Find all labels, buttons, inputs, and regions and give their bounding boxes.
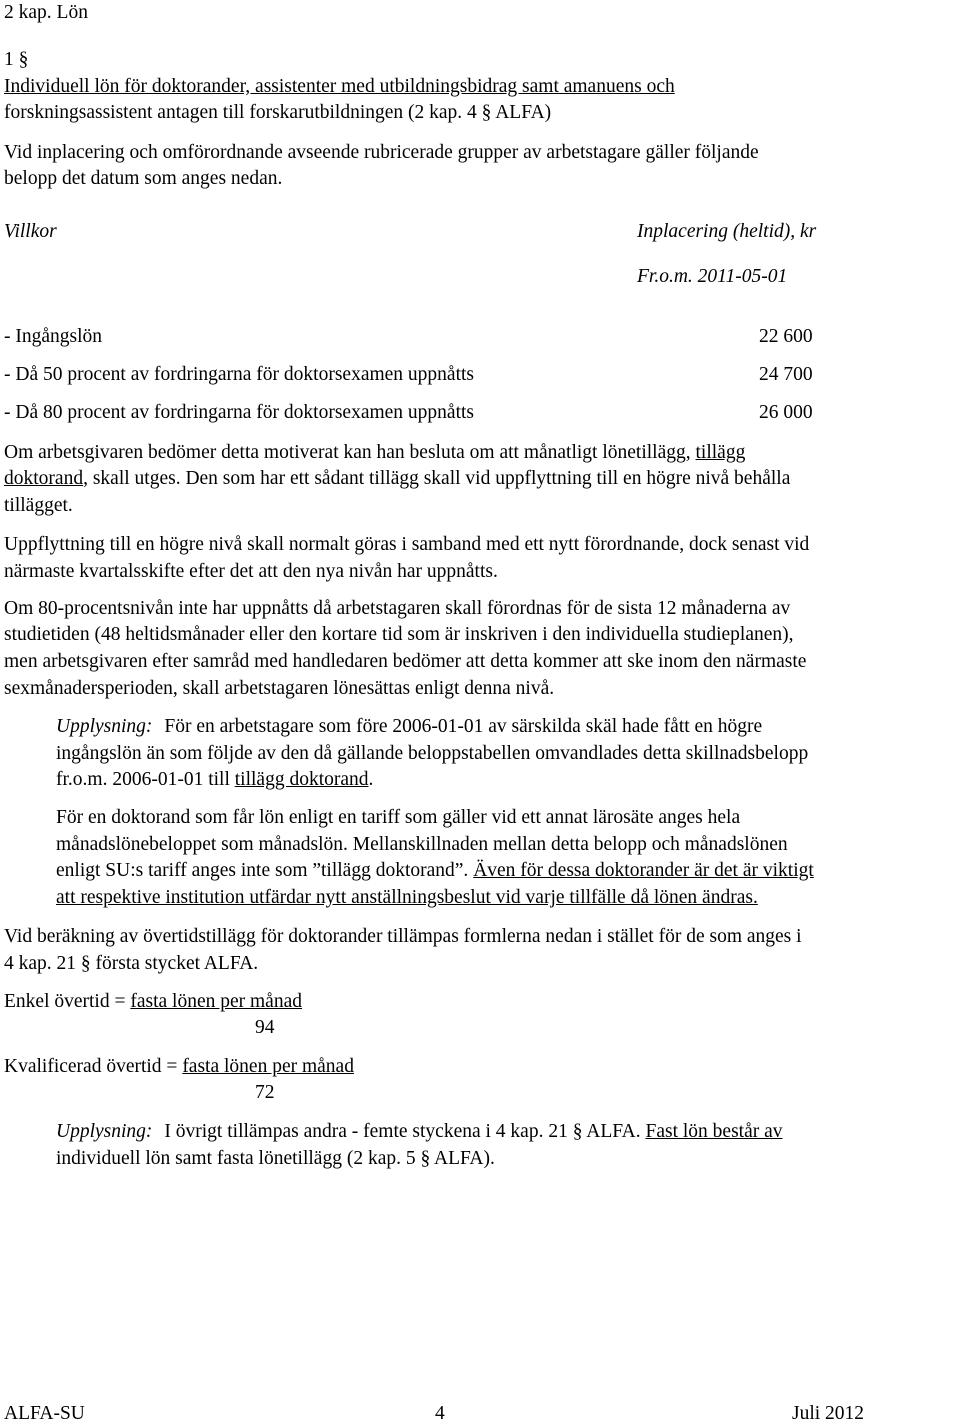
formula-denominator: 72 [255, 1082, 275, 1103]
para4-text: enligt SU:s tariff anges inte som ”tillägg doktorand”. [56, 860, 474, 881]
formula-label: Enkel övertid = [4, 991, 131, 1012]
para1-text: , skall utges. Den som har ett sådant tillägg skall vid uppflyttning till en högre nivå behålla [83, 468, 791, 489]
intro-line1: Vid inplacering och omförordnande avseende rubricerade grupper av arbetstagare gäller följande [4, 142, 759, 163]
footer-date: Juli 2012 [792, 1403, 865, 1424]
formula-numerator: fasta lönen per månad [130, 991, 302, 1012]
formula-qualified-overtime [4, 1054, 354, 1081]
para4-line2: månadslönebeloppet som månadslön. Mellanskillnaden mellan detta belopp och månadslönen [56, 834, 788, 855]
para3-line2: studietiden (48 heltidsmånader eller den kortare tid som är inskriven i den individuella studieplanen), [4, 624, 794, 645]
footer-page-number: 4 [435, 1403, 445, 1424]
para3-line1: Om 80-procentsnivån inte har uppnåtts då arbetstagaren skall förordnas för de sista 12 månaderna av [4, 598, 791, 619]
note-label: Upplysning: [56, 1121, 153, 1142]
row-value: 26 000 [759, 402, 813, 423]
note-label: Upplysning: [56, 716, 153, 737]
row-value: 24 700 [759, 364, 813, 385]
table-row [4, 400, 956, 427]
para3-line3: men arbetsgivaren efter samråd med handledaren bedömer att detta kommer att ske inom den närmaste [4, 651, 807, 672]
formula-denominator: 94 [255, 1017, 275, 1038]
note2-line1 [56, 1119, 783, 1146]
para1-line1 [4, 440, 745, 467]
table-row [4, 362, 956, 389]
table-header-date: Fr.o.m. 2011-05-01 [637, 266, 788, 287]
note2-line2: individuell lön samt fasta lönetillägg (2 kap. 5 § ALFA). [56, 1148, 495, 1169]
row-label: - Då 50 procent av fordringarna för doktorsexamen uppnåtts [4, 364, 475, 385]
section-title-line2: forskningsassistent antagen till forskarutbildningen (2 kap. 4 § ALFA) [4, 102, 552, 123]
para1-line2 [4, 466, 790, 493]
page-footer [4, 1401, 956, 1427]
para5-line1: Vid beräkning av övertidstillägg för doktorander tillämpas formlerna nedan i stället för de som anges i [4, 926, 802, 947]
table-header-amount: Inplacering (heltid), kr [637, 221, 817, 242]
para1-text: Om arbetsgivaren bedömer detta motiverat kan han besluta om att månatligt lönetillägg, [4, 442, 696, 463]
para5-line2: 4 kap. 21 § första stycket ALFA. [4, 953, 259, 974]
row-label: - Ingångslön [4, 326, 103, 347]
term-tillagg: tillägg [695, 442, 746, 463]
intro-line2: belopp det datum som anges nedan. [4, 168, 283, 189]
row-label: - Då 80 procent av fordringarna för doktorsexamen uppnåtts [4, 402, 475, 423]
term-doktorand: doktorand [4, 468, 84, 489]
term-tillagg-doktorand: tillägg doktorand [234, 769, 369, 790]
section-number: 1 § [4, 49, 29, 70]
note-text: . [368, 769, 374, 790]
row-value: 22 600 [759, 326, 813, 347]
formula-numerator: fasta lönen per månad [182, 1056, 354, 1077]
note-text: fr.o.m. 2006-01-01 till [56, 769, 235, 790]
para3-line4: sexmånadersperioden, skall arbetstagaren lönesättas enligt denna nivå. [4, 678, 555, 699]
footer-left: ALFA-SU [4, 1403, 85, 1424]
para4-emphasis: Även för dessa doktorander är det är viktigt [473, 860, 814, 881]
para1-line3: tillägget. [4, 495, 73, 516]
table-row [4, 324, 956, 351]
para4-line4: att respektive institution utfärdar nytt anställningsbeslut vid varje tillfälle då lönen ändras. [56, 887, 758, 908]
formula-label: Kvalificerad övertid = [4, 1056, 183, 1077]
para2-line1: Uppflyttning till en högre nivå skall normalt göras i samband med ett nytt förordnande, dock senast vid [4, 534, 810, 555]
table-header-condition: Villkor [4, 221, 57, 242]
formula-simple-overtime [4, 989, 302, 1016]
note1-line2: ingångslön än som följde av den då gällande beloppstabellen omvandlades detta skillnadsbelopp [56, 743, 809, 764]
para4-line3 [56, 858, 814, 885]
note-emphasis: Fast lön består av [645, 1121, 783, 1142]
para2-line2: närmaste kvartalsskifte efter det att den nya nivån har uppnåtts. [4, 561, 498, 582]
para4-line1: För en doktorand som får lön enligt en tariff som gäller vid ett annat lärosäte anges hela [56, 807, 741, 828]
note-text: I övrigt tillämpas andra - femte styckena i 4 kap. 21 § ALFA. [164, 1121, 646, 1142]
note1-line3 [56, 767, 373, 794]
note-text: För en arbetstagare som före 2006-01-01 av särskilda skäl hade fått en högre [164, 716, 763, 737]
section-title-line1: Individuell lön för doktorander, assistenter med utbildningsbidrag samt amanuens och [4, 76, 675, 97]
chapter-heading: 2 kap. Lön [4, 2, 88, 23]
note1-line1 [56, 714, 762, 741]
